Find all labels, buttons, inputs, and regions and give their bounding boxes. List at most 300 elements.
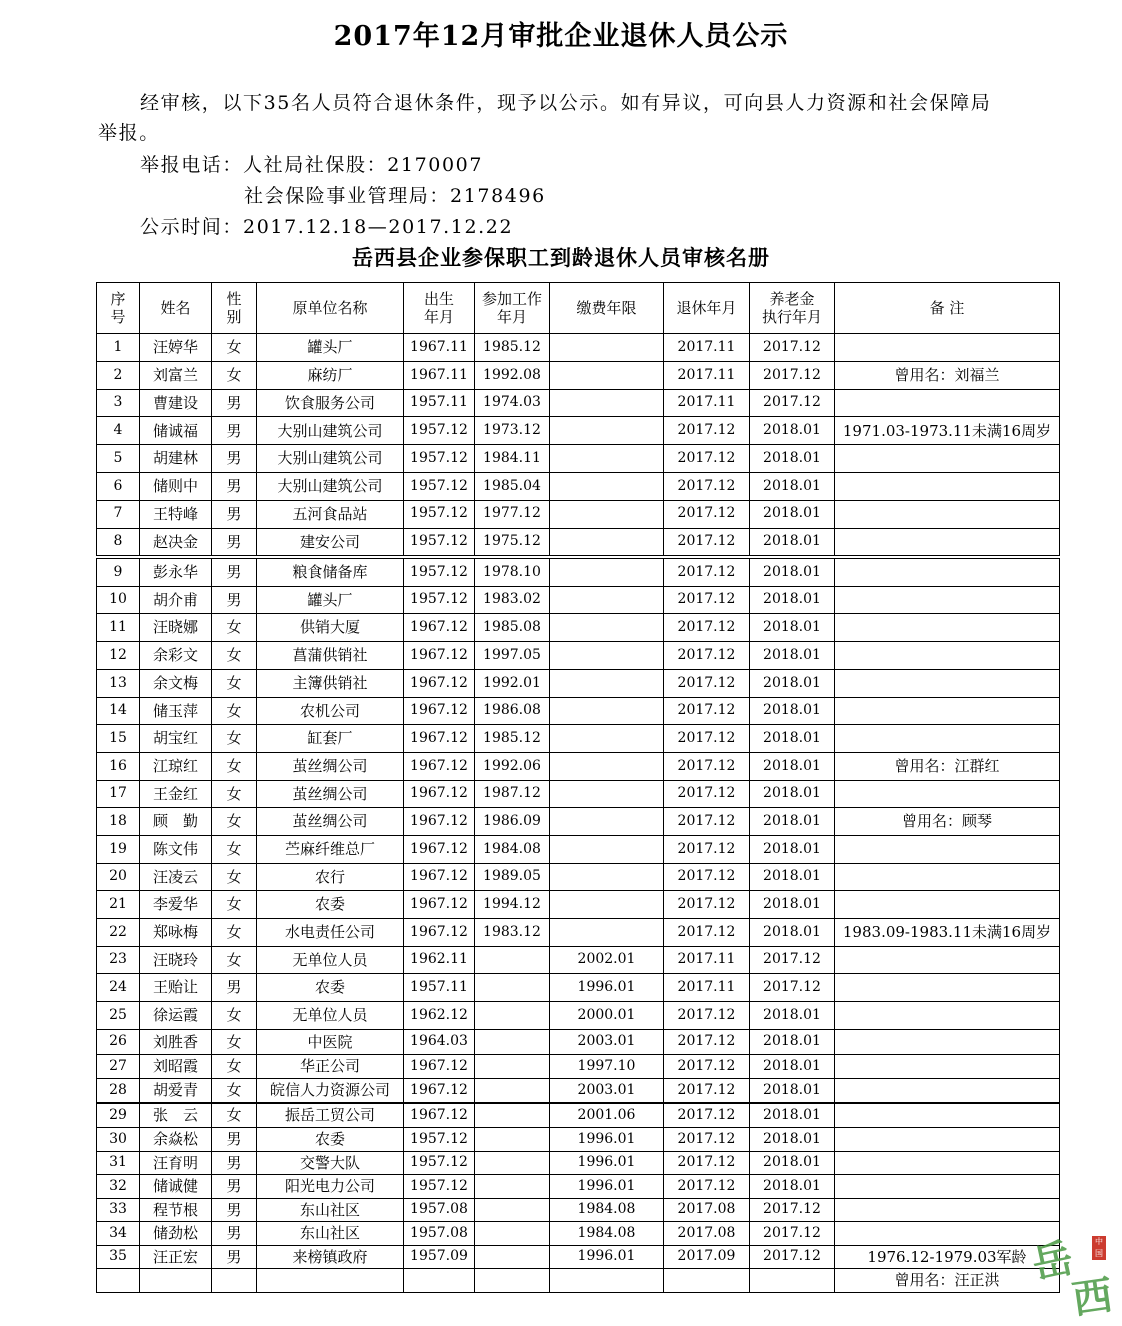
cell-gender: 男 (212, 417, 257, 445)
cell-birth: 1967.12 (404, 614, 475, 642)
cell-gender: 男 (212, 1175, 257, 1199)
cell-birth: 1967.12 (404, 919, 475, 947)
cell-retire: 2017.12 (664, 1128, 750, 1152)
cell-birth: 1967.12 (404, 642, 475, 670)
cell-birth: 1967.12 (404, 670, 475, 698)
cell-unit: 茧丝绸公司 (257, 753, 404, 781)
cell-work: 1992.08 (475, 361, 550, 389)
cell-retire: 2017.12 (664, 670, 750, 698)
watermark-char-1: 岳 (1028, 1234, 1078, 1289)
cell-name: 胡宝红 (140, 725, 212, 753)
table-row (97, 389, 1060, 417)
cell-work (475, 1002, 550, 1030)
cell-name: 刘富兰 (140, 361, 212, 389)
cell-pay (550, 472, 664, 500)
cell-pay (550, 361, 664, 389)
cell-seq: 3 (97, 389, 140, 417)
cell-work: 1983.02 (475, 587, 550, 614)
cell-seq: 14 (97, 698, 140, 725)
page-title: 2017年12月审批企业退休人员公示 (333, 21, 789, 52)
cell-seq: 34 (97, 1222, 140, 1246)
cell-pension: 2017.12 (750, 947, 835, 974)
cell-birth: 1957.11 (404, 389, 475, 417)
table-row (97, 753, 1060, 781)
table-row (97, 472, 1060, 500)
cell-seq: 11 (97, 614, 140, 642)
cell-work: 1986.08 (475, 698, 550, 725)
cell-seq: 30 (97, 1128, 140, 1152)
cell-pension: 2018.01 (750, 472, 835, 500)
cell-name: 程节根 (140, 1199, 212, 1222)
cell-name: 汪晓玲 (140, 947, 212, 974)
cell-name: 汪正宏 (140, 1246, 212, 1269)
cell-name: 李爱华 (140, 891, 212, 919)
cell-seq: 8 (97, 528, 140, 556)
cell-work (475, 1079, 550, 1103)
cell-seq: 19 (97, 836, 140, 864)
cell-birth: 1967.12 (404, 808, 475, 836)
cell-pay (550, 334, 664, 362)
cell-gender: 女 (212, 670, 257, 698)
table-row (97, 836, 1060, 864)
cell-seq: 26 (97, 1030, 140, 1055)
cell-pension: 2018.01 (750, 1079, 835, 1103)
cell-name: 储诚健 (140, 1175, 212, 1199)
cell-remark (835, 500, 1060, 528)
cell-retire: 2017.08 (664, 1222, 750, 1246)
cell-seq: 29 (97, 1104, 140, 1128)
cell-unit: 粮食储备库 (257, 559, 404, 587)
cell-gender: 女 (212, 698, 257, 725)
cell-work: 1974.03 (475, 389, 550, 417)
cell-unit: 麻纺厂 (257, 361, 404, 389)
cell-name: 徐运霞 (140, 1002, 212, 1030)
cell-unit: 罐头厂 (257, 334, 404, 362)
cell-remark: 曾用名：汪正洪 (835, 1269, 1060, 1293)
cell-gender: 男 (212, 1199, 257, 1222)
table-row (97, 500, 1060, 528)
cell-seq: 6 (97, 472, 140, 500)
cell-remark (835, 725, 1060, 753)
cell-birth: 1967.11 (404, 334, 475, 362)
cell-retire: 2017.11 (664, 361, 750, 389)
cell-birth: 1967.12 (404, 781, 475, 808)
cell-retire: 2017.12 (664, 891, 750, 919)
cell-unit: 大别山建筑公司 (257, 417, 404, 445)
cell-work: 1984.08 (475, 836, 550, 864)
cell-unit: 主簿供销社 (257, 670, 404, 698)
cell-retire: 2017.12 (664, 698, 750, 725)
cell-gender: 女 (212, 614, 257, 642)
header-gender: 性 别 (212, 283, 257, 334)
cell-birth: 1967.12 (404, 725, 475, 753)
cell-gender: 男 (212, 445, 257, 473)
cell-seq (97, 1269, 140, 1293)
cell-retire: 2017.12 (664, 445, 750, 473)
cell-pension: 2018.01 (750, 417, 835, 445)
cell-unit: 振岳工贸公司 (257, 1104, 404, 1128)
cell-pay (550, 919, 664, 947)
table-row (97, 1269, 1060, 1293)
cell-retire: 2017.12 (664, 528, 750, 556)
cell-gender: 女 (212, 1055, 257, 1079)
cell-work (475, 1128, 550, 1152)
cell-pension (750, 1269, 835, 1293)
cell-work (475, 1246, 550, 1269)
cell-gender: 男 (212, 500, 257, 528)
cell-pension: 2018.01 (750, 500, 835, 528)
cell-seq: 33 (97, 1199, 140, 1222)
cell-gender: 女 (212, 781, 257, 808)
cell-name: 张 云 (140, 1104, 212, 1128)
cell-gender: 男 (212, 559, 257, 587)
cell-retire: 2017.12 (664, 1002, 750, 1030)
cell-gender: 女 (212, 1079, 257, 1103)
cell-pay (550, 698, 664, 725)
table-row (97, 614, 1060, 642)
cell-work: 1973.12 (475, 417, 550, 445)
cell-birth: 1957.12 (404, 559, 475, 587)
cell-gender: 男 (212, 974, 257, 1002)
cell-remark (835, 947, 1060, 974)
cell-gender: 女 (212, 642, 257, 670)
cell-work: 1985.12 (475, 334, 550, 362)
cell-retire: 2017.12 (664, 417, 750, 445)
report-phone-2: 社会保险事业管理局：2178496 (244, 185, 546, 207)
cell-unit: 农委 (257, 891, 404, 919)
header-unit: 原单位名称 (257, 283, 404, 334)
cell-unit: 农委 (257, 1128, 404, 1152)
cell-pension: 2018.01 (750, 808, 835, 836)
cell-work (475, 1055, 550, 1079)
cell-seq: 27 (97, 1055, 140, 1079)
cell-unit: 东山社区 (257, 1199, 404, 1222)
cell-seq: 9 (97, 559, 140, 587)
table-title: 岳西县企业参保职工到龄退休人员审核名册 (352, 245, 770, 270)
cell-gender: 男 (212, 1246, 257, 1269)
table-row (97, 670, 1060, 698)
cell-retire: 2017.12 (664, 1175, 750, 1199)
cell-name: 储诚福 (140, 417, 212, 445)
cell-pension: 2018.01 (750, 753, 835, 781)
table-row (97, 587, 1060, 614)
cell-birth: 1967.12 (404, 864, 475, 891)
cell-gender: 男 (212, 587, 257, 614)
cell-pay: 2003.01 (550, 1079, 664, 1103)
cell-name: 刘昭霞 (140, 1055, 212, 1079)
cell-name: 汪育明 (140, 1152, 212, 1175)
cell-work: 1986.09 (475, 808, 550, 836)
cell-work: 1985.04 (475, 472, 550, 500)
cell-seq: 35 (97, 1246, 140, 1269)
table-row (97, 1199, 1060, 1222)
cell-birth: 1957.12 (404, 417, 475, 445)
table-row (97, 864, 1060, 891)
cell-birth: 1957.12 (404, 500, 475, 528)
cell-pay: 1996.01 (550, 1128, 664, 1152)
cell-retire: 2017.12 (664, 472, 750, 500)
cell-seq: 24 (97, 974, 140, 1002)
cell-pay: 2002.01 (550, 947, 664, 974)
cell-retire: 2017.11 (664, 389, 750, 417)
cell-retire: 2017.12 (664, 1030, 750, 1055)
cell-seq: 13 (97, 670, 140, 698)
cell-unit: 农行 (257, 864, 404, 891)
cell-retire: 2017.12 (664, 587, 750, 614)
cell-gender: 女 (212, 361, 257, 389)
cell-pay: 2003.01 (550, 1030, 664, 1055)
cell-name: 王金红 (140, 781, 212, 808)
cell-unit: 水电责任公司 (257, 919, 404, 947)
cell-gender (212, 1269, 257, 1293)
cell-pension: 2018.01 (750, 1104, 835, 1128)
cell-pension: 2017.12 (750, 974, 835, 1002)
table-row (97, 974, 1060, 1002)
cell-retire: 2017.12 (664, 1152, 750, 1175)
cell-birth: 1967.12 (404, 891, 475, 919)
cell-pay (550, 500, 664, 528)
cell-remark (835, 698, 1060, 725)
cell-pension: 2018.01 (750, 1152, 835, 1175)
cell-remark (835, 1002, 1060, 1030)
cell-pension: 2018.01 (750, 1055, 835, 1079)
cell-work: 1985.12 (475, 725, 550, 753)
cell-name: 胡建林 (140, 445, 212, 473)
cell-work: 1994.12 (475, 891, 550, 919)
cell-retire: 2017.12 (664, 753, 750, 781)
cell-gender: 男 (212, 528, 257, 556)
cell-retire: 2017.12 (664, 559, 750, 587)
cell-birth: 1957.12 (404, 1128, 475, 1152)
table-row (97, 1128, 1060, 1152)
cell-birth: 1957.08 (404, 1222, 475, 1246)
cell-name: 储玉萍 (140, 698, 212, 725)
cell-unit: 华正公司 (257, 1055, 404, 1079)
cell-remark: 1983.09-1983.11未满16周岁 (835, 919, 1060, 947)
cell-unit: 建安公司 (257, 528, 404, 556)
cell-seq: 22 (97, 919, 140, 947)
cell-unit: 阳光电力公司 (257, 1175, 404, 1199)
cell-retire: 2017.12 (664, 919, 750, 947)
cell-pension: 2018.01 (750, 1002, 835, 1030)
header-pension-start: 养老金 执行年月 (750, 283, 835, 334)
table-row (97, 1104, 1060, 1128)
table-row (97, 361, 1060, 389)
cell-name: 陈文伟 (140, 836, 212, 864)
cell-remark (835, 642, 1060, 670)
cell-work (475, 947, 550, 974)
cell-pay: 1984.08 (550, 1222, 664, 1246)
cell-pension: 2018.01 (750, 781, 835, 808)
cell-unit: 五河食品站 (257, 500, 404, 528)
cell-pay: 2000.01 (550, 1002, 664, 1030)
cell-name: 顾 勤 (140, 808, 212, 836)
cell-work: 1989.05 (475, 864, 550, 891)
cell-work (475, 974, 550, 1002)
cell-pay (550, 642, 664, 670)
cell-pay: 1996.01 (550, 1175, 664, 1199)
cell-name (140, 1269, 212, 1293)
cell-unit: 菖蒲供销社 (257, 642, 404, 670)
cell-unit: 大别山建筑公司 (257, 472, 404, 500)
cell-unit: 饮食服务公司 (257, 389, 404, 417)
cell-pay (550, 836, 664, 864)
cell-birth: 1967.12 (404, 836, 475, 864)
cell-gender: 女 (212, 808, 257, 836)
cell-birth: 1967.12 (404, 753, 475, 781)
cell-retire: 2017.12 (664, 614, 750, 642)
cell-pay (550, 781, 664, 808)
cell-unit: 茧丝绸公司 (257, 781, 404, 808)
cell-name: 江琼红 (140, 753, 212, 781)
table-row (97, 947, 1060, 974)
cell-unit (257, 1269, 404, 1293)
table-row (97, 1152, 1060, 1175)
header-seq: 序 号 (97, 283, 140, 334)
cell-pay: 1996.01 (550, 1246, 664, 1269)
cell-gender: 男 (212, 1152, 257, 1175)
cell-work: 1992.01 (475, 670, 550, 698)
cell-pension: 2018.01 (750, 587, 835, 614)
cell-retire: 2017.12 (664, 1079, 750, 1103)
cell-pay (550, 753, 664, 781)
cell-pension: 2018.01 (750, 698, 835, 725)
intro-text-cont: 举报。 (98, 122, 160, 144)
cell-name: 余焱松 (140, 1128, 212, 1152)
cell-retire: 2017.12 (664, 808, 750, 836)
cell-pay (550, 725, 664, 753)
cell-retire: 2017.12 (664, 836, 750, 864)
cell-seq: 5 (97, 445, 140, 473)
cell-birth (404, 1269, 475, 1293)
cell-pension: 2018.01 (750, 528, 835, 556)
report-phone-1: 举报电话：人社局社保股：2170007 (140, 154, 484, 176)
cell-work: 1984.11 (475, 445, 550, 473)
cell-pension: 2018.01 (750, 1128, 835, 1152)
cell-pension: 2018.01 (750, 670, 835, 698)
cell-pension: 2018.01 (750, 836, 835, 864)
cell-retire: 2017.12 (664, 642, 750, 670)
cell-birth: 1957.12 (404, 528, 475, 556)
table-row (97, 1175, 1060, 1199)
cell-pension: 2018.01 (750, 864, 835, 891)
cell-retire: 2017.12 (664, 725, 750, 753)
cell-gender: 男 (212, 1128, 257, 1152)
cell-name: 王贻让 (140, 974, 212, 1002)
cell-remark (835, 781, 1060, 808)
table-row (97, 781, 1060, 808)
cell-unit: 无单位人员 (257, 947, 404, 974)
cell-remark (835, 836, 1060, 864)
table-row (97, 559, 1060, 587)
cell-work (475, 1104, 550, 1128)
cell-work: 1997.05 (475, 642, 550, 670)
cell-remark (835, 670, 1060, 698)
cell-birth: 1957.08 (404, 1199, 475, 1222)
cell-birth: 1957.12 (404, 472, 475, 500)
cell-remark (835, 1055, 1060, 1079)
cell-pension: 2018.01 (750, 919, 835, 947)
cell-pension: 2018.01 (750, 445, 835, 473)
cell-pension: 2017.12 (750, 334, 835, 362)
cell-pension: 2018.01 (750, 1175, 835, 1199)
cell-pay (550, 1269, 664, 1293)
cell-unit: 皖信人力资源公司 (257, 1079, 404, 1103)
table-row (97, 1222, 1060, 1246)
cell-unit: 罐头厂 (257, 587, 404, 614)
cell-name: 刘胜香 (140, 1030, 212, 1055)
cell-birth: 1962.12 (404, 1002, 475, 1030)
table-row (97, 1079, 1060, 1103)
cell-retire: 2017.11 (664, 947, 750, 974)
cell-name: 余彩文 (140, 642, 212, 670)
cell-work: 1978.10 (475, 559, 550, 587)
cell-birth: 1967.12 (404, 1104, 475, 1128)
cell-remark (835, 445, 1060, 473)
table-row (97, 334, 1060, 362)
cell-pension: 2018.01 (750, 559, 835, 587)
cell-name: 储则中 (140, 472, 212, 500)
cell-unit: 农机公司 (257, 698, 404, 725)
cell-birth: 1957.12 (404, 1175, 475, 1199)
cell-seq: 21 (97, 891, 140, 919)
cell-pension: 2018.01 (750, 891, 835, 919)
cell-remark (835, 587, 1060, 614)
cell-birth: 1957.09 (404, 1246, 475, 1269)
table-row (97, 445, 1060, 473)
cell-seq: 7 (97, 500, 140, 528)
cell-remark: 曾用名：刘福兰 (835, 361, 1060, 389)
cell-unit: 无单位人员 (257, 1002, 404, 1030)
cell-pension: 2017.12 (750, 1246, 835, 1269)
table-row (97, 528, 1060, 556)
cell-seq: 32 (97, 1175, 140, 1199)
cell-unit: 来榜镇政府 (257, 1246, 404, 1269)
cell-birth: 1957.12 (404, 1152, 475, 1175)
cell-work (475, 1222, 550, 1246)
cell-birth: 1957.12 (404, 445, 475, 473)
cell-seq: 10 (97, 587, 140, 614)
cell-pay: 2001.06 (550, 1104, 664, 1128)
cell-name: 储劲松 (140, 1222, 212, 1246)
cell-gender: 男 (212, 472, 257, 500)
cell-birth: 1964.03 (404, 1030, 475, 1055)
table-row (97, 698, 1060, 725)
cell-pension: 2017.12 (750, 389, 835, 417)
cell-work (475, 1030, 550, 1055)
header-pay-years: 缴费年限 (550, 283, 664, 334)
cell-seq: 28 (97, 1079, 140, 1103)
cell-unit: 农委 (257, 974, 404, 1002)
cell-gender: 女 (212, 334, 257, 362)
cell-seq: 1 (97, 334, 140, 362)
header-retire: 退休年月 (664, 283, 750, 334)
cell-pay (550, 389, 664, 417)
cell-birth: 1967.11 (404, 361, 475, 389)
cell-gender: 女 (212, 1002, 257, 1030)
cell-unit: 中医院 (257, 1030, 404, 1055)
cell-remark (835, 1079, 1060, 1103)
cell-retire: 2017.12 (664, 1104, 750, 1128)
table-row (97, 1055, 1060, 1079)
cell-retire: 2017.11 (664, 334, 750, 362)
cell-remark (835, 1175, 1060, 1199)
cell-pay: 1996.01 (550, 1152, 664, 1175)
cell-retire: 2017.12 (664, 781, 750, 808)
cell-seq: 20 (97, 864, 140, 891)
cell-pay: 1996.01 (550, 974, 664, 1002)
header-birth: 出生 年月 (404, 283, 475, 334)
